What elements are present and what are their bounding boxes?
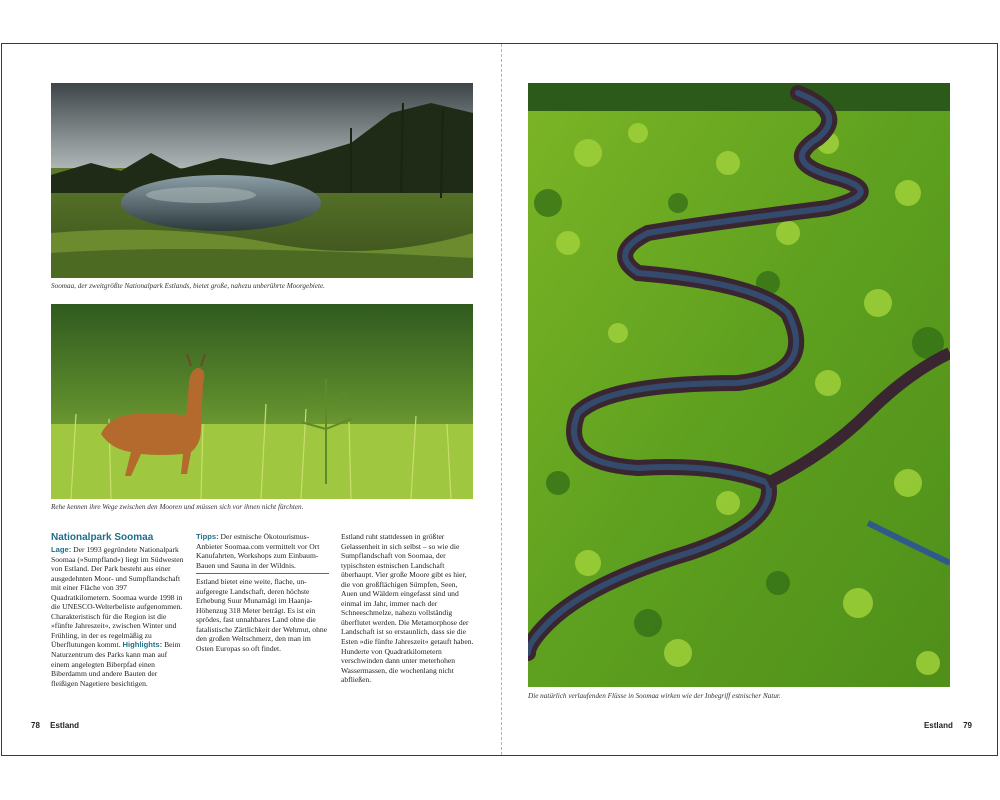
caption-moor: Soomaa, der zweitgrößte Nationalpark Estlands, bietet große, nahezu unberührte Moorgebiete. <box>51 282 325 290</box>
folio-left <box>31 721 79 730</box>
infobox-highlights-text: Beim Naturzentrum des Parks kann man auf einem angelegten Biberpfad einen Biberdamm und andere Bauten der fleißigen Nagetiere besichtigen. <box>51 640 181 688</box>
infobox-lage-label: Lage: <box>51 545 72 554</box>
body-column-2 <box>196 532 329 654</box>
infobox-title: Nationalpark Soomaa <box>51 532 154 543</box>
infobox-lage-text: Der 1993 gegründete Nationalpark Soomaa (»Sumpfland«) liegt im Südwesten von Estland. Der Park besteht aus einer ausgedehnten Moor- und Sumpflandschaft mit einer Fläche von 397 Quadratkilometern. Soomaa wurde 1998 in die UNESCO-Welterbeliste aufgenommen. Charakteristisch für die Region ist die »fünfte Jahreszeit«, zwischen Winter und Frühling, in der es regelmäßig zu Überflutungen kommt. <box>51 545 184 650</box>
roe-deer-photo <box>51 304 473 499</box>
folio-right <box>924 721 972 730</box>
running-head-left: Estland <box>50 721 80 730</box>
infobox <box>51 532 184 688</box>
infobox-tipps-label: Tipps: <box>196 532 219 541</box>
caption-river: Die natürlich verlaufenden Flüsse in Soomaa wirken wie der Inbegriff estnischer Natur. <box>528 692 781 700</box>
infobox-tipps-text: Der estnische Ökotourismus-Anbieter Soomaa.com vermittelt vor Ort Kanufahrten, Workshops zum Einbaum-Bauen und Sauna in der Wildnis. <box>196 532 320 570</box>
page-number-right: 79 <box>963 721 972 730</box>
book-spread <box>1 43 998 756</box>
infobox-divider <box>196 573 329 574</box>
soomaa-lake-photo <box>51 83 473 278</box>
river-aerial-photo <box>528 83 950 687</box>
infobox-highlights-label: Highlights: <box>122 640 163 650</box>
page-number-left: 78 <box>31 721 40 730</box>
caption-deer: Rehe kennen ihre Wege zwischen den Mooren und müssen sich vor ihnen nicht fürchten. <box>51 503 304 511</box>
body-text-part1: Estland bietet eine weite, flache, unaufgeregte Landschaft, deren höchste Erhebung Suur Munamägi im Haanja-Höhenzug 318 Meter beträgt. Es ist ein sprödes, fast unnahbares Land ohne die fatalistische Zärtlichkeit der Wehmut, ohne den großen Weltschmerz, den man im Osten Europas so oft findet. <box>196 577 328 654</box>
body-text-part2: Estland ruht stattdessen in größter Gelassenheit in sich selbst – so wie die Sumpflandschaft von Soomaa, der typischsten estnischen Landschaft überhaupt. Vier große Moore gibt es hier, die von großflächigen Sümpfen, Seen, Auen und Wäldern eingefasst sind und einmal im Jahr, immer nach der Schneeschmelze, nahezu vollständig überflutet werden. Die Metamorphose der Landschaft ist so erstaunlich, dass sie die Esten »die fünfte Jahreszeit« getauft haben. Hunderte von Quadratkilometern verschwinden dann unter meterhohen Wassermassen, die wochenlang nicht abfließen. <box>341 532 474 685</box>
running-head-right: Estland <box>923 721 953 730</box>
body-column-3 <box>341 532 474 685</box>
page-gutter <box>501 44 502 755</box>
